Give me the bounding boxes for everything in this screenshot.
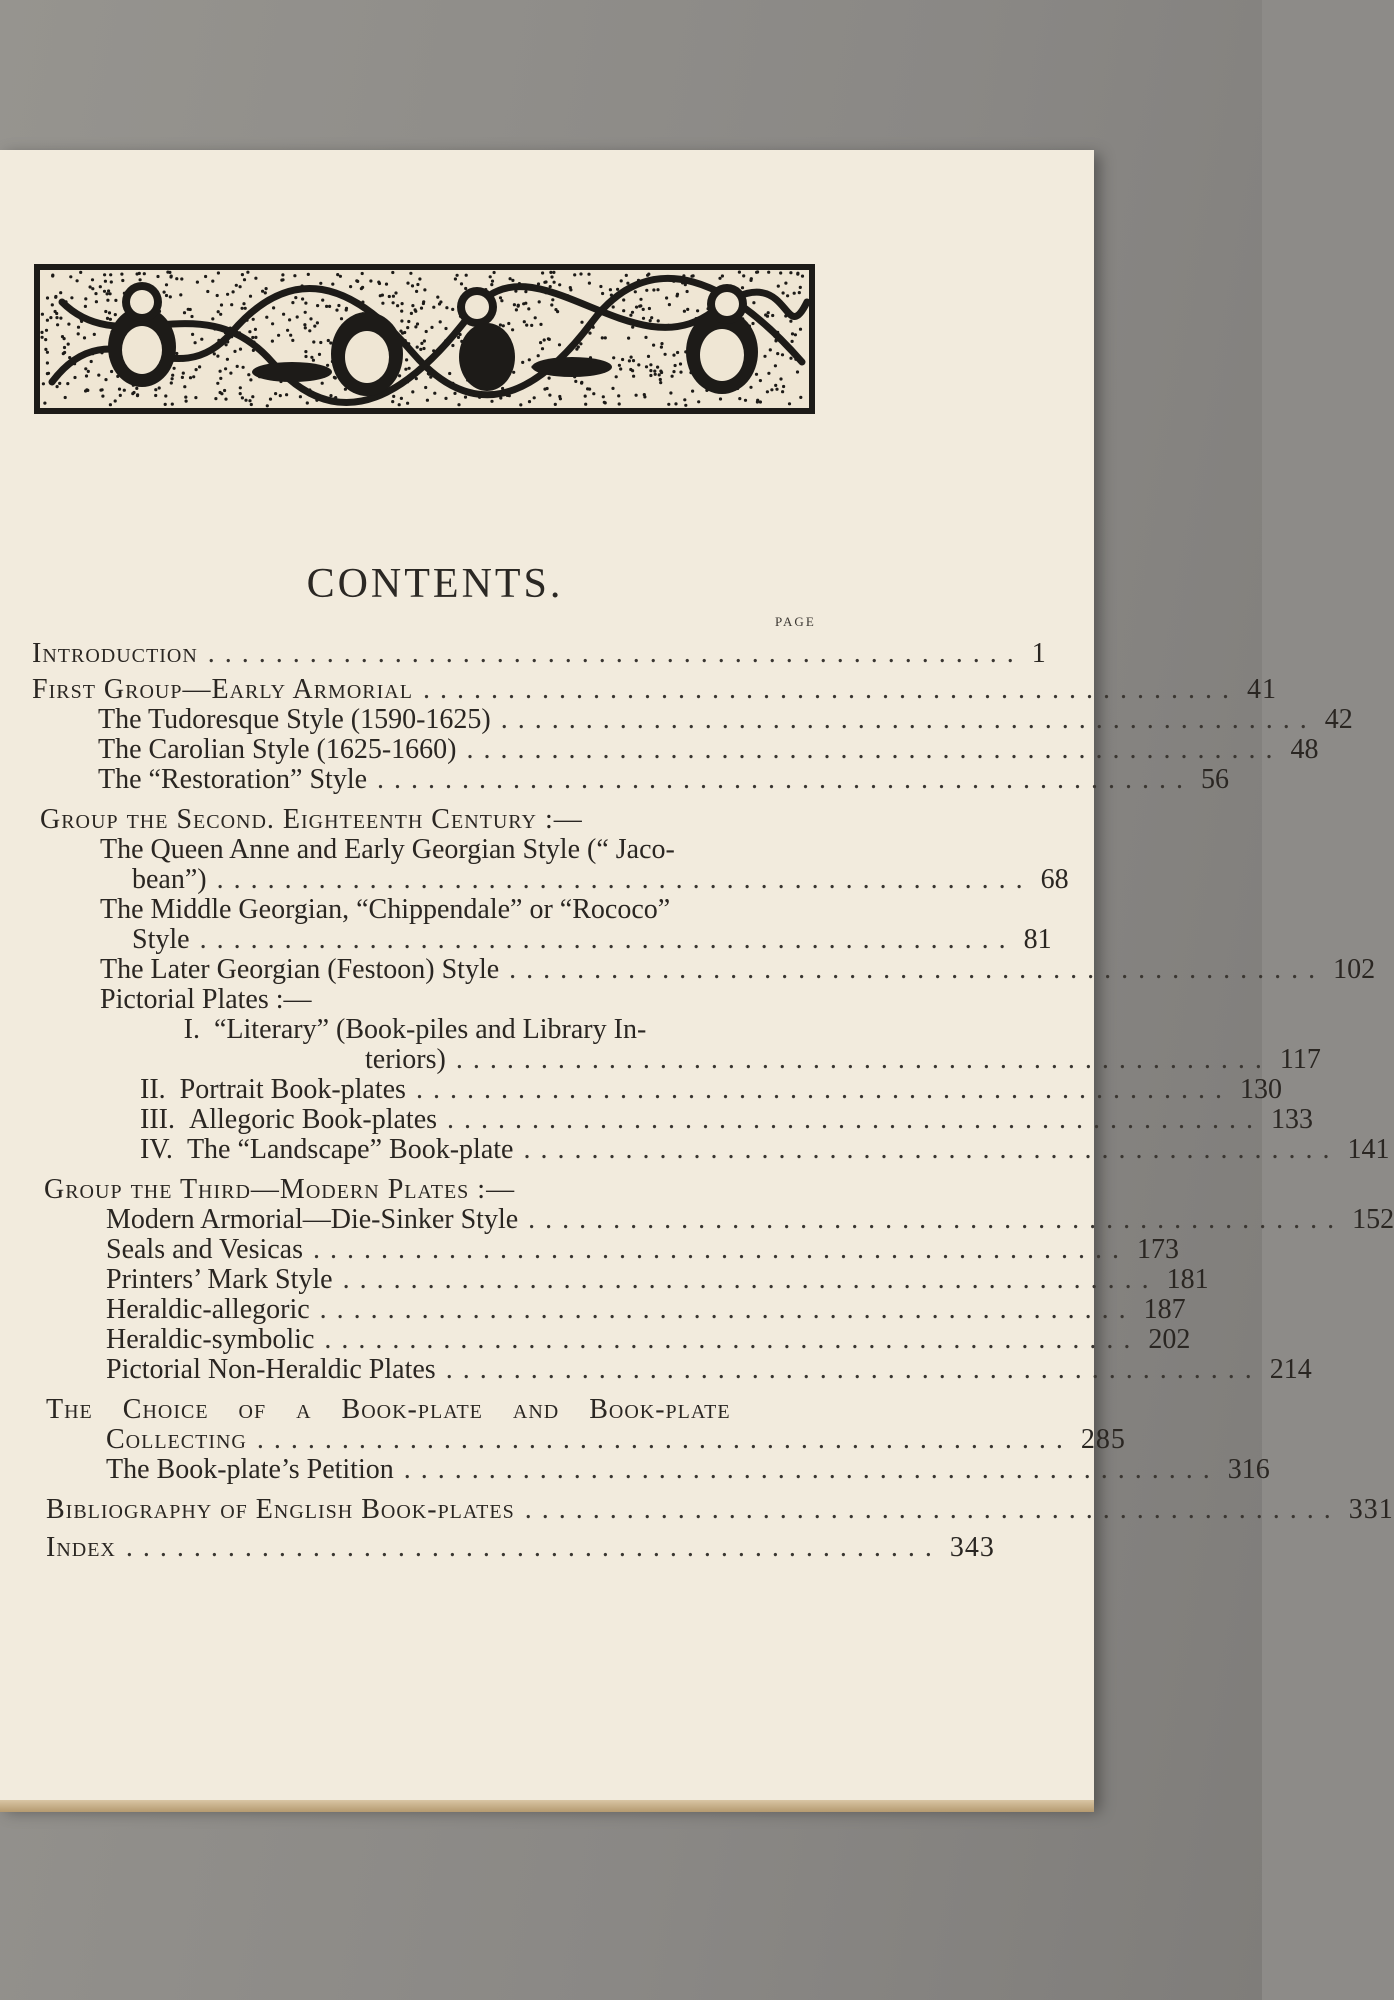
toc-entry-introduction: Introduction ................................................ 1: [32, 638, 1047, 669]
decorative-headpiece-ornament: [32, 262, 817, 416]
toc-entry-literary: I. “Literary” (Book-piles and Library In-: [140, 1014, 822, 1046]
toc-entry-non-heraldic: Pictorial Non-Heraldic Plates ................................................ 214: [106, 1354, 1312, 1385]
roman-numeral: I.: [183, 1014, 200, 1045]
toc-entry-bibliography: Bibliography of English Book-plates ................................................ 331: [46, 1494, 1394, 1525]
toc-entry-pictorial-plates: Pictorial Plates :—: [100, 984, 312, 1015]
toc-entry-seals: Seals and Vesicas ................................................ 173: [106, 1234, 1179, 1265]
toc-entry-queen-anne: The Queen Anne and Early Georgian Style (“ Jaco-: [100, 834, 675, 865]
toc-entry-modern-armorial: Modern Armorial—Die-Sinker Style ................................................ 152: [106, 1204, 1394, 1235]
page-column-header: PAGE: [775, 614, 816, 629]
toc-entry-collecting: Collecting ................................................ 285: [106, 1424, 1126, 1455]
toc-entry-heraldic-allegoric: Heraldic-allegoric ................................................ 187: [106, 1294, 1186, 1325]
toc-entry-tudoresque: The Tudoresque Style (1590-1625) ................................................ 42: [98, 704, 1353, 735]
toc-entry-later-georgian: The Later Georgian (Festoon) Style ................................................ 102: [100, 954, 1376, 985]
toc-entry-restoration: The “Restoration” Style ................................................ 56: [98, 764, 1230, 795]
toc-entry-group-third: Group the Third—Modern Plates :—: [44, 1174, 516, 1205]
toc-entry-allegoric: III. Allegoric Book-plates ................................................ 133: [140, 1104, 1314, 1135]
toc-entry-queen-anne-cont: bean”) ................................................ 68: [132, 864, 1069, 895]
page-edge: [0, 1800, 1094, 1812]
toc-entry-group-second: Group the Second. Eighteenth Century :—: [40, 804, 583, 835]
book-page: [0, 150, 1394, 1808]
toc-entry-middle-georgian: The Middle Georgian, “Chippendale” or “Rococo”: [100, 894, 671, 925]
toc-entry-choice: The Choice of a Book-plate and Book-plate: [46, 1394, 731, 1425]
toc-entry-first-group: First Group—Early Armorial ................................................ 41: [32, 674, 1277, 705]
toc-entry-landscape: IV. The “Landscape” Book-plate ................................................ 141: [140, 1134, 1390, 1165]
roman-numeral: III.: [140, 1104, 175, 1135]
toc-entry-printers-mark: Printers’ Mark Style ................................................ 181: [106, 1264, 1209, 1295]
roman-numeral: IV.: [140, 1134, 173, 1165]
toc-entry-middle-georgian-cont: Style ................................................ 81: [132, 924, 1052, 955]
roman-numeral: II.: [140, 1074, 166, 1105]
toc-entry-index: Index ................................................ 343: [46, 1532, 995, 1563]
toc-entry-petition: The Book-plate’s Petition ................................................ 316: [106, 1454, 1270, 1485]
page-title: CONTENTS.: [306, 561, 564, 607]
toc-entry-portrait: II. Portrait Book-plates ................................................ 130: [140, 1074, 1282, 1105]
toc-entry-carolian: The Carolian Style (1625-1660) ................................................ 48: [98, 734, 1319, 765]
toc-entry-heraldic-symbolic: Heraldic-symbolic ................................................ 202: [106, 1324, 1191, 1355]
toc-entry-literary-cont: teriors) ................................................ 117: [365, 1044, 1321, 1075]
